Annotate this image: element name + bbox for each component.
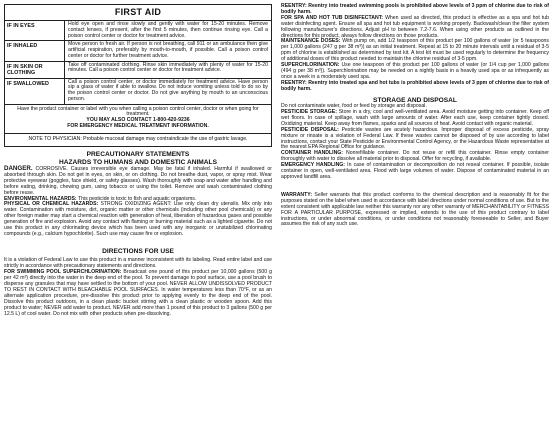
hotline-phone: YOU MAY ALSO CONTACT 1-800-420-9236	[86, 117, 190, 124]
spa-superchlor-paragraph	[281, 63, 549, 81]
pesticide-storage-text: Store in a dry, cool and well-ventilated area. Avoid moisture getting into container. Keep off wet floors. In case of spillage, wash with large amounts of water. After each use, keep container tightly closed. Oxidizing material. Keep away from flames, sparks and all sources of heat. Avoid contact with organic material.	[281, 109, 549, 127]
pesticide-disposal-paragraph	[281, 128, 549, 152]
warranty-text: Seller warrants that this product conforms to the chemical description and is reasonably fit for the purposes stated on the label when used in accordance with label directions under normal conditions of use. But to the extent consistent with applicable law neither this warranty nor any other warranty of MERCHANTABILITY or FITNESS FOR A PARTICULAR PURPOSE, expressed or implied, extends to the use of this product contrary to label instructions, or under abnormal conditions, or under conditions not reasonably foreseeable to Seller, and Buyer assumes the risk of any such use.	[281, 191, 549, 228]
first-aid-text: Hold eye open and rinse slowly and gently with water for 15-20 minutes. Remove contact lenses, if present, after the first 5 minutes, then continue rinsing eye. Call a poison control center or doctor for treatment advice.	[68, 21, 268, 39]
first-aid-label: IF IN EYES	[5, 21, 65, 40]
precautionary-title: PRECAUTIONARY STATEMENTS	[86, 151, 190, 159]
env-hazard-label: ENVIRONMENTAL HAZARDS:	[4, 195, 77, 202]
spa-text: When used as directed, this product is effective as a spa and hot tub water disinfecting agent. Ensure all spa and hot tub equipment is working properly. Backwash/clean the filter system following manufacturer's directions. Adjust pH to between 7.2-7.6. When using other products as outlined in the directions for this product, always follow directions on those products.	[281, 14, 549, 39]
first-aid-row-swallowed	[5, 79, 271, 105]
pesticide-disposal-text: Pesticide wastes are acutely hazardous. Improper disposal of excess pesticide, spray mixture or rinsate is a violation of Federal Law. If these wastes cannot be disposed of by use according to label instructions, contact your State Pesticide or Environmental Control Agency, or the Hazardous Waste representative at the nearest EPA Regional Office for guidance.	[281, 126, 549, 151]
first-aid-row-inhaled	[5, 41, 271, 61]
first-aid-label: IF IN SKIN OR CLOTHING	[5, 62, 65, 78]
pesticide-storage-label: PESTICIDE STORAGE:	[281, 109, 337, 115]
spa-superchlor-label: SUPERCHLORINATION:	[281, 62, 340, 69]
spa-superchlor-text: Use one teaspoon of this product per 100 gallons of water (or 1/4 cup per 1,000 gallons (494 g per 38 m³)). Superchlorination may be needed on a nightly basis in a heavily used spa or as infrequently as once a week in a moderately used spa.	[281, 62, 549, 80]
spa-label: FOR SPA AND HOT TUB DISINFECTANT:	[281, 14, 383, 21]
emergency-handling-paragraph	[281, 163, 549, 181]
maintenance-paragraph	[281, 39, 549, 63]
maintenance-label: MAINTENANCE DOSES:	[281, 38, 341, 45]
hotline-text: Have the product container or label with you when calling a poison control center, doctor or when going for treatment.	[17, 105, 259, 118]
phys-hazard-label: PHYSICAL OR CHEMICAL HAZARDS:	[4, 201, 99, 208]
danger-paragraph	[4, 166, 272, 197]
env-hazard-text: This pesticide is toxic to fish and aquatic organisms.	[77, 195, 197, 202]
first-aid-label: IF SWALLOWED	[5, 79, 65, 104]
pesticide-disposal-label: PESTICIDE DISPOSAL:	[281, 126, 339, 133]
reentry-spa-paragraph: REENTRY: Reentry into treated spa and hot tubs is prohibited above levels of 3 ppm of chlorine due to risk of bodily harm.	[281, 79, 549, 92]
pool-superchlor-text: Broadcast one pound of this product per 10,000 gallons (500 g per 42 m³) directly into the water in the deep end of the pool. To prevent damage to pool surface, use a pool brush to disperse any granules that may have settled to the bottom of your pool. NEVER ALLOW UNDISSOLVED PRODUCT TO REST IN CONTACT WITH BLEACHABLE POOL SURFACES. In water temperatures less than 70°F, or as an alternate application procedure, pre-dissolve this product prior to applying evenly to the deep end of the pool. Dissolve this product outdoors, in a clean plastic bucket stirring with a clean plastic or wooden spoon. Add this product to water; NEVER add water to product. NEVER add more than 1 pound of this product to 3 gallons (500 g per 12.5 L) of cool water. Do not mix with other products when pre-dissolving.	[4, 269, 272, 317]
container-handling-text: Nonrefillable container. Do not reuse or refill this container. Rinse empty container thoroughly with water to dissolve all material prior to disposal. Offer for recycling, if available.	[281, 150, 549, 163]
pool-superchlor-label: FOR SWIMMING POOL SUPERCHLORINATION:	[4, 269, 122, 276]
spa-paragraph	[281, 16, 549, 40]
storage-intro: Do not contaminate water, food or feed by storage and disposal.	[281, 103, 427, 110]
reentry-pool-paragraph: REENTRY: Reentry into treated swimming pools is prohibited above levels of 3 ppm of chlorine due to risk of bodily harm.	[281, 3, 549, 15]
first-aid-text: Take off contaminated clothing. Rinse skin immediately with plenty of water for 15-20 minutes. Call a poison control center or doctor for treatment advice.	[68, 61, 268, 74]
first-aid-label: IF INHALED	[5, 41, 65, 60]
first-aid-title: FIRST AID	[5, 5, 271, 21]
first-aid-box	[4, 4, 272, 147]
hotline-emergency: FOR EMERGENCY MEDICAL TREATMENT INFORMATION.	[67, 123, 209, 130]
pesticide-storage-paragraph	[281, 110, 549, 128]
directions-intro: It is a violation of Federal Law to use this product in a manner inconsistent with its labeling. Read entire label and use strictly in accordance with precautionary statements and directions.	[4, 257, 272, 270]
warranty-label: WARRANTY:	[281, 191, 313, 198]
storage-title: STORAGE AND DISPOSAL	[373, 96, 457, 104]
container-handling-label: CONTAINER HANDLING:	[281, 150, 344, 157]
right-column	[281, 4, 549, 228]
first-aid-row-skin	[5, 62, 271, 79]
left-column	[4, 4, 272, 317]
physician-note-text: NOTE TO PHYSICIAN: Probable mucosal damage may contraindicate the use of gastric lavage.	[28, 136, 248, 143]
danger-label: DANGER.	[4, 165, 33, 173]
phys-hazard-paragraph	[4, 202, 272, 237]
emergency-handling-text: In case of contamination or decomposition do not reseal container. If possible, isolate container in open, well-ventilated area. Flood with large volumes of water. Dispose of contaminated material in an approved landfill area.	[281, 162, 549, 180]
hazards-subtitle: HAZARDS TO HUMANS AND DOMESTIC ANIMALS	[58, 158, 217, 166]
warranty-paragraph	[281, 193, 549, 228]
pool-superchlor-paragraph	[4, 270, 272, 317]
physician-note	[5, 134, 271, 146]
directions-title: DIRECTIONS FOR USE	[102, 247, 174, 255]
first-aid-text: Call a poison control center, or doctor immediately for treatment advice. Have person sip a glass of water if able to swallow. Do not induce vomiting unless told to do so by the poison control center or doctor. Do not give anything by mouth to an unconscious person.	[68, 78, 268, 102]
maintenance-text: With pump on, add 1/2 teaspoon of this product per 100 gallons of water (or 5 teaspoons per 1,000 gallons (247 g per 38 m³)) as an initial treatment. Repeat at 15 to 20 minute intervals until a residual of 3-5 ppm of chlorine is established as determined by test kit. A test kit must be used regularly to determine the frequency of additional doses of this product needed to maintain the chlorine residual of 3-5 ppm.	[281, 38, 549, 63]
danger-text: CORROSIVE. Causes irreversible eye damage. May be fatal if inhaled. Harmful if swallowed or absorbed through skin. Do not get in eyes, on skin, or on clothing. Do not breathe dust, vapor, or spray mist. Wear protective eyewear (goggles, face shield, or safety glasses). Wash thoroughly with soap and water after handling and before eating, drinking, chewing gum, using tobacco or using the toilet. Remove and wash contaminated clothing before reuse.	[4, 166, 272, 196]
phys-hazard-text: STRONG OXIDIZING AGENT: Use only clean dry utensils. Mix only into water. Contamination with moisture, dirt, organic matter or other chemicals (including other pool chemicals) or any other foreign matter may start a chemical reaction with generation of heat, liberation of hazardous gases and possible generation of fire and explosion. Avoid any contact with flaming or burning material such as a lighted cigarette. Do not use this product in any chlorinating device which has been used with any inorganic or unstabilized chlorinating compounds (e.g., calcium hypochlorite). Such use may cause fire or explosion.	[4, 201, 272, 237]
hotline-section	[5, 105, 271, 135]
first-aid-text: Move person to fresh air. If person is not breathing, call 911 or an ambulance then give artificial respiration, preferably by mouth-to-mouth, if possible. Call a poison control center or doctor for further treatment advice.	[68, 41, 268, 59]
emergency-handling-label: EMERGENCY HANDLING:	[281, 162, 346, 169]
first-aid-row-eyes	[5, 21, 271, 41]
